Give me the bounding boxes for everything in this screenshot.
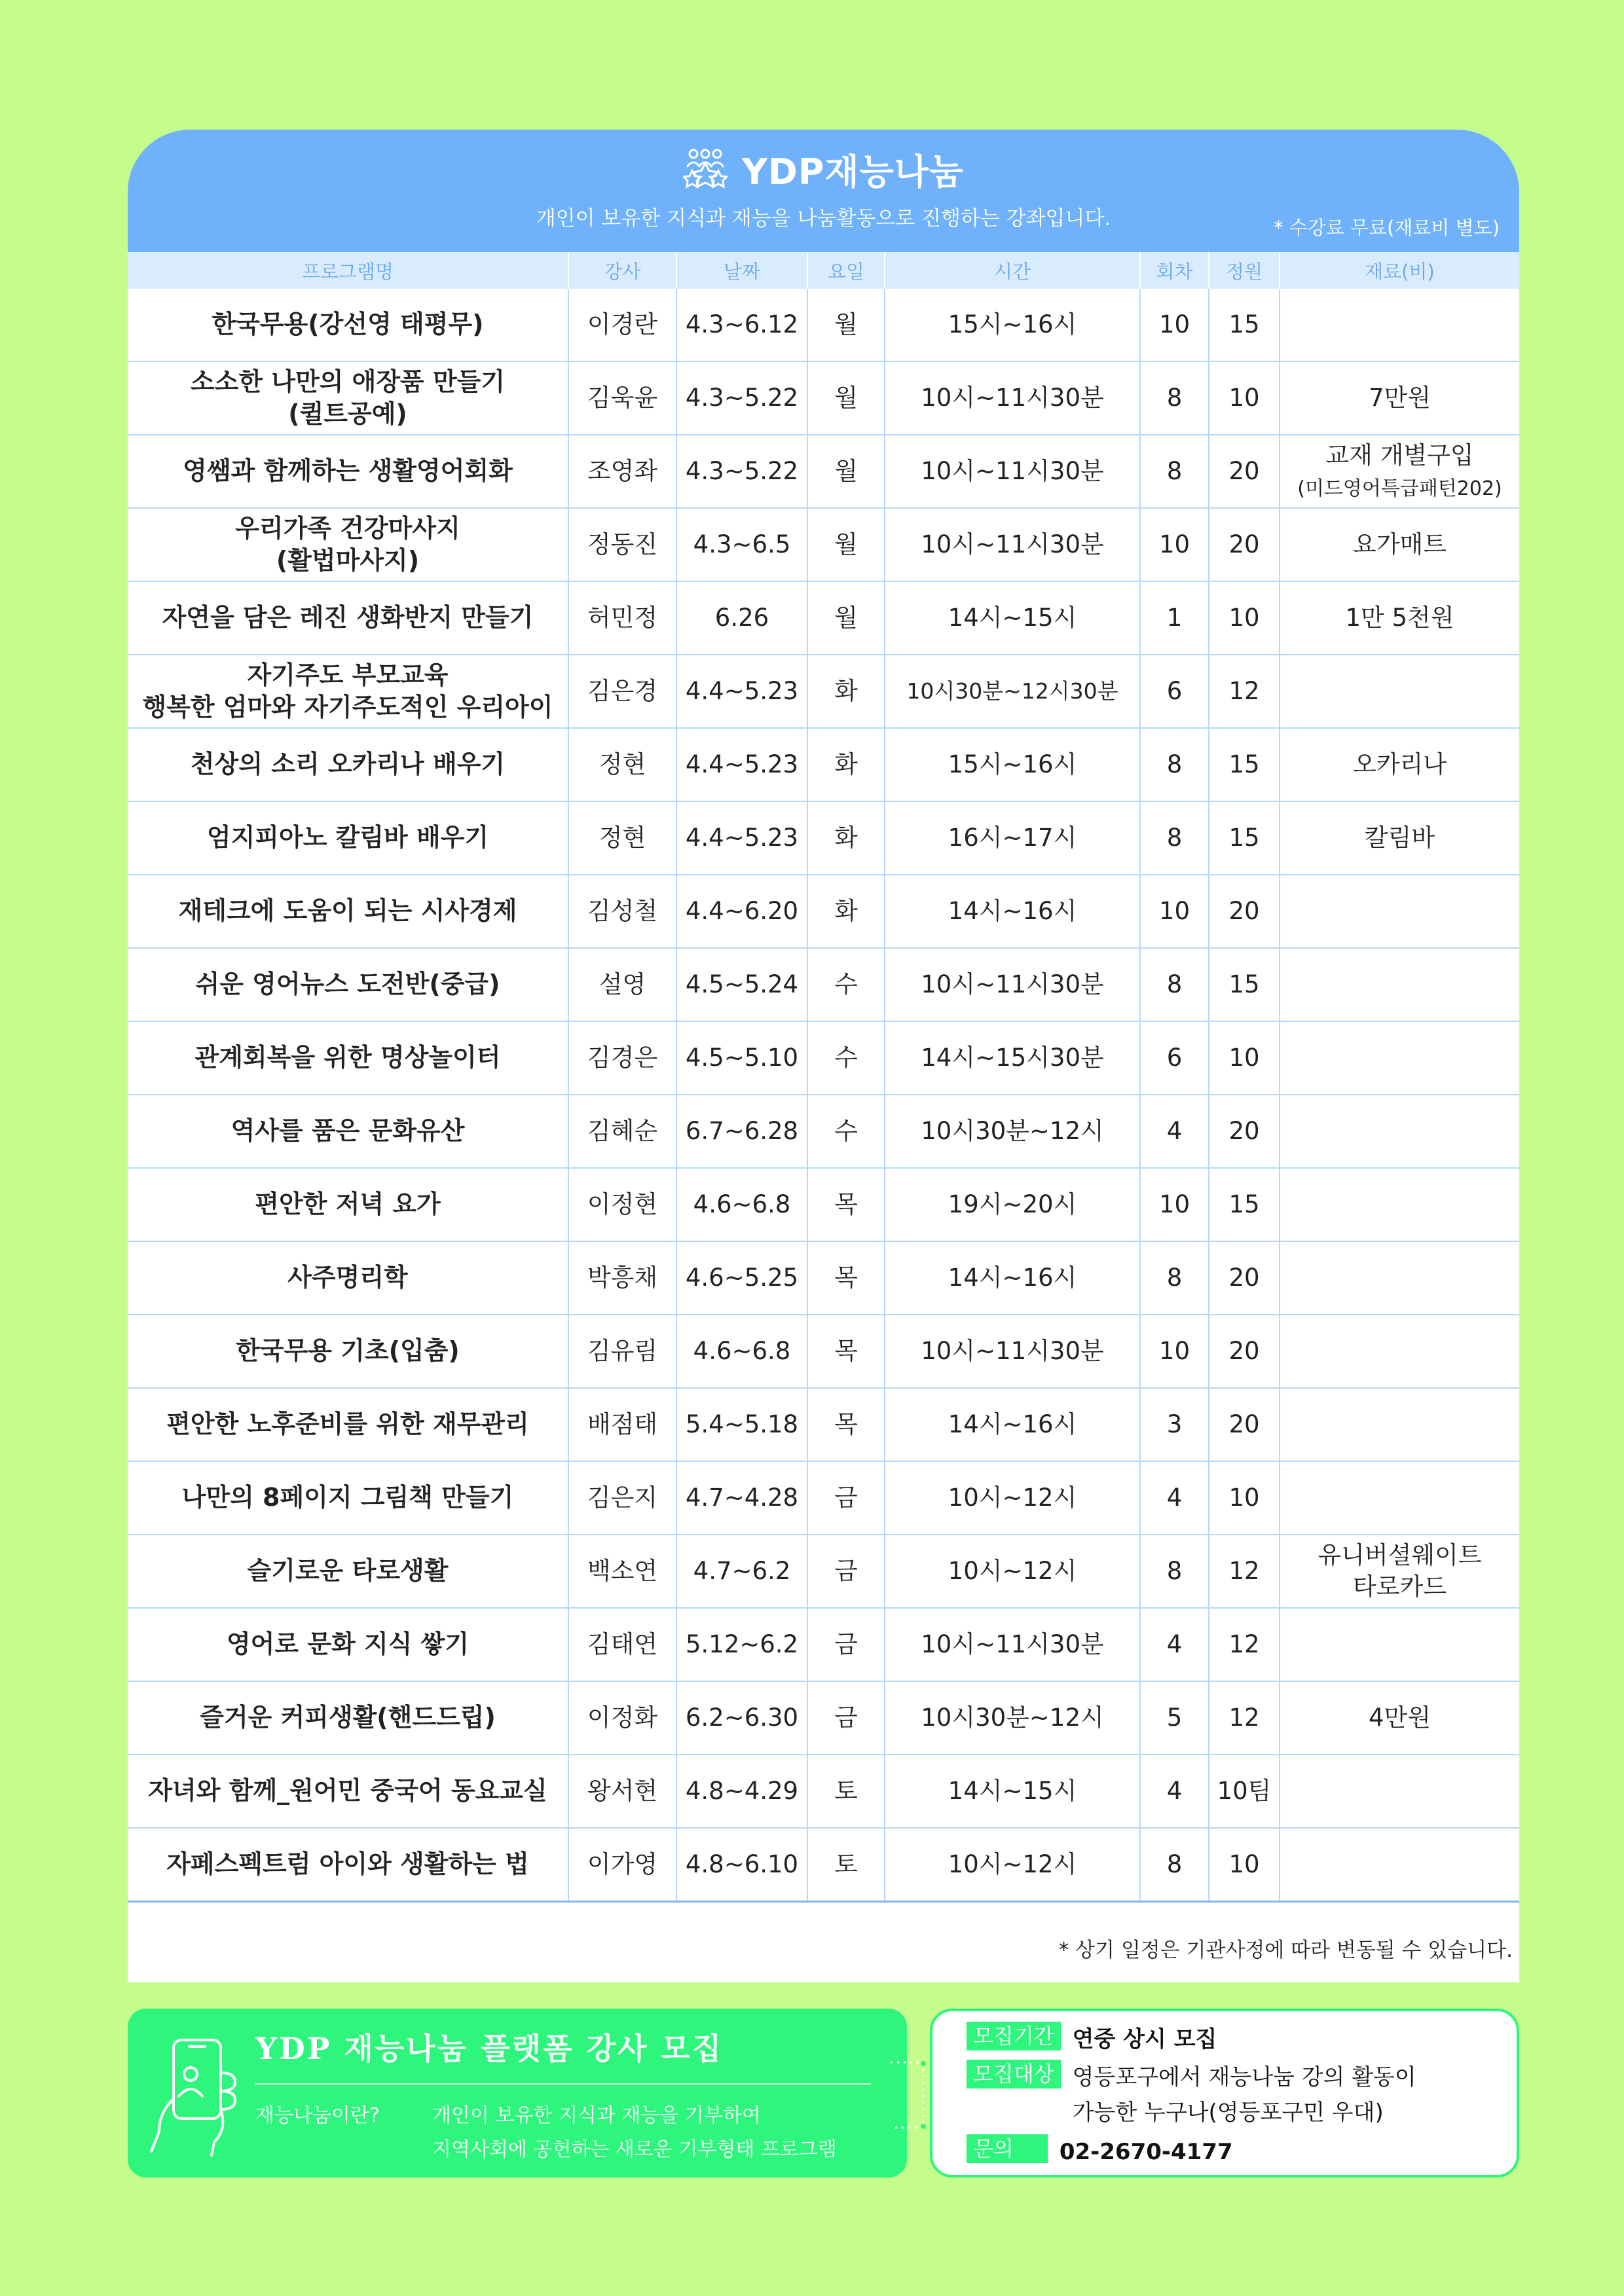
- card-header: [128, 130, 1519, 252]
- date-cell: 4.7~4.28: [676, 1461, 807, 1535]
- schedule-card: [128, 130, 1519, 1982]
- column-header: 시간: [885, 252, 1140, 289]
- day-cell: 월: [807, 289, 885, 361]
- sessions-cell: 8: [1140, 1535, 1209, 1608]
- table-row: [128, 1608, 1519, 1681]
- capacity-cell: 10: [1209, 1828, 1280, 1902]
- material-cell: [1280, 1828, 1519, 1902]
- contact-label: 문의: [967, 2134, 1048, 2163]
- day-cell: 월: [807, 361, 885, 435]
- material-cell: [1280, 655, 1519, 728]
- day-cell: 화: [807, 801, 885, 875]
- table-row: [128, 1755, 1519, 1828]
- day-cell: 토: [807, 1755, 885, 1828]
- time-cell: 10시~11시30분: [885, 1608, 1140, 1681]
- material-cell: [1280, 289, 1519, 361]
- day-cell: 월: [807, 581, 885, 655]
- date-cell: 4.4~5.23: [676, 655, 807, 728]
- recruit-title: YDP 재능나눔 플랫폼 강사 모집: [255, 2031, 724, 2066]
- sessions-cell: 10: [1140, 875, 1209, 948]
- info-row-contact: [967, 2134, 1233, 2170]
- table-row: [128, 1681, 1519, 1755]
- schedule-note: * 상기 일정은 기관사정에 따라 변동될 수 있습니다.: [1058, 1939, 1513, 1962]
- sessions-cell: 4: [1140, 1608, 1209, 1681]
- sessions-cell: 5: [1140, 1681, 1209, 1755]
- material-cell: [1280, 1095, 1519, 1168]
- program-name-cell: 슬기로운 타로생활: [128, 1535, 568, 1608]
- page-subtitle: 개인이 보유한 지식과 재능을 나눔활동으로 진행하는 강좌입니다.: [536, 207, 1111, 230]
- material-cell: [1280, 435, 1519, 508]
- material-cell: [1280, 1755, 1519, 1828]
- date-cell: 6.7~6.28: [676, 1095, 807, 1168]
- sessions-cell: 8: [1140, 435, 1209, 508]
- time-cell: 19시~20시: [885, 1168, 1140, 1241]
- instructor-cell: 김은경: [568, 655, 676, 728]
- sessions-cell: 1: [1140, 581, 1209, 655]
- program-name-cell: 편안한 저녁 요가: [128, 1168, 568, 1241]
- date-cell: 4.3~6.5: [676, 508, 807, 581]
- instructor-cell: 김은지: [568, 1461, 676, 1535]
- material-cell: 오카리나: [1280, 728, 1519, 801]
- program-name-cell: 영쌤과 함께하는 생활영어회화: [128, 435, 568, 508]
- info-row-target: [967, 2060, 1416, 2131]
- material-cell: 유니버셜웨이트 타로카드: [1280, 1535, 1519, 1608]
- program-name-cell: 한국무용 기초(입춤): [128, 1315, 568, 1388]
- date-cell: 4.4~5.23: [676, 801, 807, 875]
- date-cell: 4.5~5.24: [676, 948, 807, 1021]
- instructor-cell: 왕서현: [568, 1755, 676, 1828]
- material-cell: [1280, 1021, 1519, 1095]
- program-name-cell: 엄지피아노 칼림바 배우기: [128, 801, 568, 875]
- material-cell: [1280, 1388, 1519, 1461]
- instructor-cell: 박흥채: [568, 1241, 676, 1315]
- instructor-cell: 배점태: [568, 1388, 676, 1461]
- instructor-cell: 김욱윤: [568, 361, 676, 435]
- target-line2: 가능한 누구나(영등포구민 우대): [1072, 2100, 1384, 2126]
- day-cell: 금: [807, 1461, 885, 1535]
- material-cell: [1280, 1241, 1519, 1315]
- target-line1: 영등포구에서 재능나눔 강의 활동이: [1072, 2064, 1416, 2090]
- table-row: [128, 508, 1519, 581]
- instructor-cell: 이경란: [568, 289, 676, 361]
- time-cell: 14시~16시: [885, 875, 1140, 948]
- program-name-cell: 천상의 소리 오카리나 배우기: [128, 728, 568, 801]
- instructor-cell: 김혜순: [568, 1095, 676, 1168]
- day-cell: 수: [807, 1095, 885, 1168]
- recruit-banner: [128, 2009, 907, 2178]
- instructor-cell: 이가영: [568, 1828, 676, 1902]
- material-cell: 칼림바: [1280, 801, 1519, 875]
- target-label: 모집대상: [967, 2060, 1061, 2088]
- date-cell: 5.12~6.2: [676, 1608, 807, 1681]
- schedule-table: [128, 252, 1519, 1903]
- table-header-row: [128, 252, 1519, 289]
- instructor-cell: 허민정: [568, 581, 676, 655]
- time-cell: 10시~11시30분: [885, 948, 1140, 1021]
- recruit-answer-line1: 개인이 보유한 지식과 재능을 기부하여: [432, 2104, 761, 2127]
- capacity-cell: 10: [1209, 1461, 1280, 1535]
- instructor-cell: 이정현: [568, 1168, 676, 1241]
- table-row: [128, 1828, 1519, 1902]
- sessions-cell: 10: [1140, 1168, 1209, 1241]
- sessions-cell: 8: [1140, 728, 1209, 801]
- material-cell: [1280, 1315, 1519, 1388]
- capacity-cell: 12: [1209, 655, 1280, 728]
- program-name-cell: 자연을 담은 레진 생화반지 만들기: [128, 581, 568, 655]
- sessions-cell: 4: [1140, 1095, 1209, 1168]
- capacity-cell: 15: [1209, 801, 1280, 875]
- page-title: YDP재능나눔: [741, 151, 965, 192]
- time-cell: 10시~11시30분: [885, 435, 1140, 508]
- capacity-cell: 20: [1209, 508, 1280, 581]
- time-cell: 10시~11시30분: [885, 1315, 1140, 1388]
- program-name-cell: 관계회복을 위한 명상놀이터: [128, 1021, 568, 1095]
- sessions-cell: 10: [1140, 1315, 1209, 1388]
- sessions-cell: 10: [1140, 289, 1209, 361]
- capacity-cell: 20: [1209, 1095, 1280, 1168]
- instructor-cell: 정현: [568, 801, 676, 875]
- time-cell: 14시~15시30분: [885, 1021, 1140, 1095]
- sessions-cell: 6: [1140, 655, 1209, 728]
- time-cell: 10시30분~12시: [885, 1095, 1140, 1168]
- column-header: 날짜: [676, 252, 807, 289]
- date-cell: 4.8~4.29: [676, 1755, 807, 1828]
- date-cell: 6.26: [676, 581, 807, 655]
- table-row: [128, 581, 1519, 655]
- table-row: [128, 801, 1519, 875]
- target-value: [1073, 2060, 1416, 2131]
- capacity-cell: 20: [1209, 435, 1280, 508]
- program-name-cell: 소소한 나만의 애장품 만들기 (퀼트공예): [128, 361, 568, 435]
- column-header: 정원: [1209, 252, 1280, 289]
- material-cell: 4만원: [1280, 1681, 1519, 1755]
- instructor-cell: 김경은: [568, 1021, 676, 1095]
- time-cell: 16시~17시: [885, 801, 1140, 875]
- instructor-cell: 김유림: [568, 1315, 676, 1388]
- date-cell: 4.8~6.10: [676, 1828, 807, 1902]
- material-cell: 7만원: [1280, 361, 1519, 435]
- material-sub: (미드영어특급패턴202): [1297, 477, 1502, 500]
- program-name-cell: 재테크에 도움이 되는 시사경제: [128, 875, 568, 948]
- capacity-cell: 10팀: [1209, 1755, 1280, 1828]
- instructor-cell: 백소연: [568, 1535, 676, 1608]
- title-wrap: [128, 144, 1519, 194]
- program-name-cell: 사주명리학: [128, 1241, 568, 1315]
- program-name-cell: 나만의 8페이지 그림책 만들기: [128, 1461, 568, 1535]
- instructor-cell: 이정화: [568, 1681, 676, 1755]
- date-cell: 4.6~6.8: [676, 1168, 807, 1241]
- day-cell: 금: [807, 1681, 885, 1755]
- time-cell: 10시~11시30분: [885, 361, 1140, 435]
- time-cell: 10시30분~12시30분: [885, 655, 1140, 728]
- column-header: 강사: [568, 252, 676, 289]
- instructor-cell: 정동진: [568, 508, 676, 581]
- recruit-info-box: [930, 2009, 1519, 2178]
- program-name-cell: 자기주도 부모교육 행복한 엄마와 자기주도적인 우리아이: [128, 655, 568, 728]
- table-row: [128, 1241, 1519, 1315]
- capacity-cell: 12: [1209, 1608, 1280, 1681]
- capacity-cell: 20: [1209, 875, 1280, 948]
- time-cell: 14시~16시: [885, 1241, 1140, 1315]
- time-cell: 14시~15시: [885, 581, 1140, 655]
- table-row: [128, 655, 1519, 728]
- capacity-cell: 10: [1209, 361, 1280, 435]
- program-name-cell: 쉬운 영어뉴스 도전반(중급): [128, 948, 568, 1021]
- capacity-cell: 10: [1209, 1021, 1280, 1095]
- table-row: [128, 361, 1519, 435]
- instructor-cell: 정현: [568, 728, 676, 801]
- day-cell: 금: [807, 1608, 885, 1681]
- time-cell: 15시~16시: [885, 289, 1140, 361]
- material-cell: [1280, 1168, 1519, 1241]
- day-cell: 목: [807, 1241, 885, 1315]
- instructor-cell: 조영좌: [568, 435, 676, 508]
- column-header: 요일: [807, 252, 885, 289]
- table-row: [128, 948, 1519, 1021]
- material-cell: [1280, 1608, 1519, 1681]
- info-row-period: [967, 2022, 1217, 2057]
- instructor-cell: 설영: [568, 948, 676, 1021]
- program-name-cell: 즐거운 커피생활(핸드드립): [128, 1681, 568, 1755]
- sessions-cell: 4: [1140, 1755, 1209, 1828]
- day-cell: 월: [807, 435, 885, 508]
- instructor-cell: 김성철: [568, 875, 676, 948]
- fee-note: * 수강료 무료(재료비 별도): [1274, 217, 1500, 239]
- column-header: 프로그램명: [128, 252, 568, 289]
- program-name-cell: 영어로 문화 지식 쌓기: [128, 1608, 568, 1681]
- table-row: [128, 1168, 1519, 1241]
- time-cell: 15시~16시: [885, 728, 1140, 801]
- sessions-cell: 8: [1140, 1828, 1209, 1902]
- period-value: 연중 상시 모집: [1072, 2026, 1217, 2052]
- program-name-cell: 편안한 노후준비를 위한 재무관리: [128, 1388, 568, 1461]
- program-name-cell: 자녀와 함께_원어민 중국어 동요교실: [128, 1755, 568, 1828]
- column-header: 재료(비): [1280, 252, 1519, 289]
- sessions-cell: 4: [1140, 1461, 1209, 1535]
- table-row: [128, 728, 1519, 801]
- recruit-answer-line2: 지역사회에 공헌하는 새로운 기부형태 프로그램: [432, 2138, 837, 2161]
- day-cell: 화: [807, 655, 885, 728]
- time-cell: 14시~16시: [885, 1388, 1140, 1461]
- table-row: [128, 1021, 1519, 1095]
- day-cell: 수: [807, 948, 885, 1021]
- material-cell: 1만 5천원: [1280, 581, 1519, 655]
- table-row: [128, 1461, 1519, 1535]
- material-cell: [1280, 875, 1519, 948]
- recruit-divider: [255, 2083, 871, 2085]
- date-cell: 4.6~5.25: [676, 1241, 807, 1315]
- date-cell: 4.3~5.22: [676, 361, 807, 435]
- table-row: [128, 1315, 1519, 1388]
- day-cell: 목: [807, 1388, 885, 1461]
- time-cell: 10시~11시30분: [885, 508, 1140, 581]
- period-label: 모집기간: [967, 2022, 1061, 2050]
- program-name-cell: 한국무용(강선영 태평무): [128, 289, 568, 361]
- time-cell: 10시~12시: [885, 1461, 1140, 1535]
- sessions-cell: 10: [1140, 508, 1209, 581]
- material-main: 교재 개별구입: [1325, 441, 1474, 469]
- day-cell: 수: [807, 1021, 885, 1095]
- time-cell: 10시~12시: [885, 1535, 1140, 1608]
- date-cell: 4.5~5.10: [676, 1021, 807, 1095]
- instructor-cell: 김태연: [568, 1608, 676, 1681]
- program-name-cell: 자페스펙트럼 아이와 생활하는 법: [128, 1828, 568, 1902]
- day-cell: 화: [807, 728, 885, 801]
- people-group-icon: [683, 147, 728, 192]
- sessions-cell: 8: [1140, 361, 1209, 435]
- table-row: [128, 435, 1519, 508]
- capacity-cell: 12: [1209, 1535, 1280, 1608]
- capacity-cell: 12: [1209, 1681, 1280, 1755]
- capacity-cell: 20: [1209, 1241, 1280, 1315]
- date-cell: 4.4~5.23: [676, 728, 807, 801]
- date-cell: 4.4~6.20: [676, 875, 807, 948]
- day-cell: 화: [807, 875, 885, 948]
- table-row: [128, 1095, 1519, 1168]
- day-cell: 금: [807, 1535, 885, 1608]
- time-cell: 10시~12시: [885, 1828, 1140, 1902]
- time-cell: 10시30분~12시: [885, 1681, 1140, 1755]
- sessions-cell: 8: [1140, 1241, 1209, 1315]
- sessions-cell: 3: [1140, 1388, 1209, 1461]
- day-cell: 토: [807, 1828, 885, 1902]
- recruit-question: 재능나눔이란?: [255, 2104, 380, 2127]
- sessions-cell: 6: [1140, 1021, 1209, 1095]
- capacity-cell: 15: [1209, 289, 1280, 361]
- table-row: [128, 875, 1519, 948]
- program-name-cell: 역사를 품은 문화유산: [128, 1095, 568, 1168]
- day-cell: 목: [807, 1168, 885, 1241]
- date-cell: 4.6~6.8: [676, 1315, 807, 1388]
- day-cell: 목: [807, 1315, 885, 1388]
- capacity-cell: 15: [1209, 728, 1280, 801]
- table-row: [128, 1535, 1519, 1608]
- date-cell: 4.7~6.2: [676, 1535, 807, 1608]
- capacity-cell: 20: [1209, 1315, 1280, 1388]
- sessions-cell: 8: [1140, 801, 1209, 875]
- table-row: [128, 289, 1519, 361]
- capacity-cell: 20: [1209, 1388, 1280, 1461]
- date-cell: 4.3~6.12: [676, 289, 807, 361]
- day-cell: 월: [807, 508, 885, 581]
- table-row: [128, 1388, 1519, 1461]
- time-cell: 14시~15시: [885, 1755, 1140, 1828]
- contact-value: 02-2670-4177: [1059, 2139, 1233, 2165]
- material-cell: 요가매트: [1280, 508, 1519, 581]
- capacity-cell: 15: [1209, 1168, 1280, 1241]
- date-cell: 6.2~6.30: [676, 1681, 807, 1755]
- program-name-cell: 우리가족 건강마사지 (활법마사지): [128, 508, 568, 581]
- phone-hand-icon: [147, 2033, 246, 2158]
- column-header: 회차: [1140, 252, 1209, 289]
- sessions-cell: 8: [1140, 948, 1209, 1021]
- date-cell: 4.3~5.22: [676, 435, 807, 508]
- material-cell: [1280, 948, 1519, 1021]
- material-cell: [1280, 1461, 1519, 1535]
- capacity-cell: 15: [1209, 948, 1280, 1021]
- date-cell: 5.4~5.18: [676, 1388, 807, 1461]
- capacity-cell: 10: [1209, 581, 1280, 655]
